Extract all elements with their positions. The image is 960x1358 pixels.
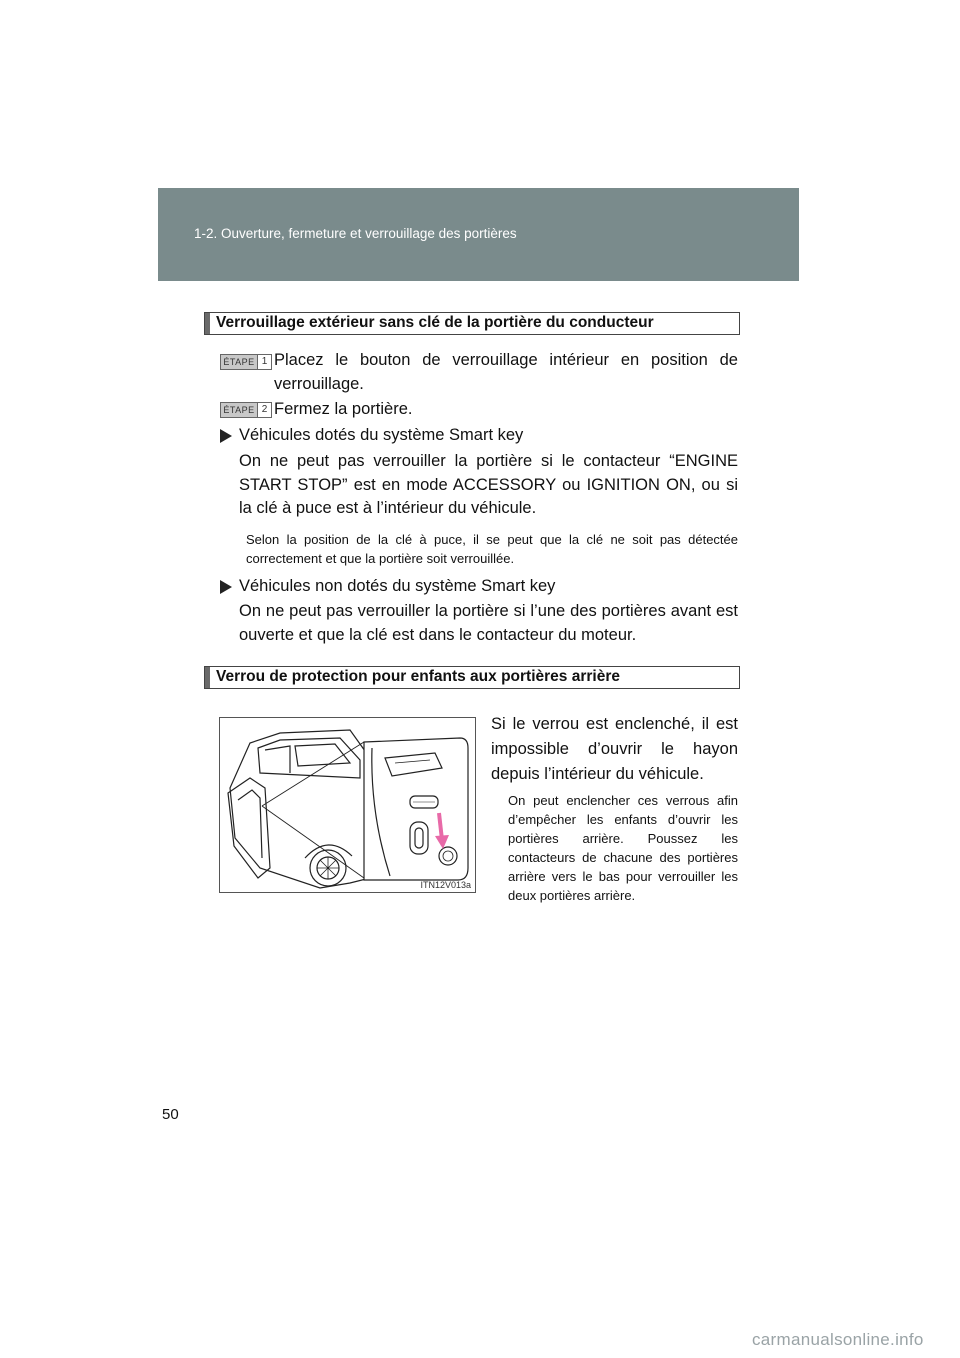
smart-key-body: On ne peut pas verrouiller la portière si le contacteur “ENGINE START STOP” est en mode ACCESSORY ou IGNITION ON, ou si la clé à puce est à l’intérieur du véhicule. bbox=[239, 452, 738, 517]
watermark: carmanualsonline.info bbox=[752, 1330, 924, 1349]
no-smart-key-body: On ne peut pas verrouiller la portière si l’une des portières avant est ouverte et que la clé est dans le contacteur du moteur. bbox=[239, 602, 738, 644]
step-2-badge bbox=[220, 402, 272, 418]
page-number: 50 bbox=[162, 1106, 179, 1123]
step-1-badge bbox=[220, 354, 272, 370]
step-label: ÉTAPE bbox=[223, 357, 255, 367]
child-lock-body: Si le verrou est enclenché, il est impossible d’ouvrir le hayon depuis l’intérieur du véhicule. bbox=[491, 715, 738, 783]
step-number: 2 bbox=[257, 403, 271, 417]
breadcrumb: 1-2. Ouverture, fermeture et verrouillage des portières bbox=[194, 226, 517, 241]
section-heading-child-lock bbox=[204, 666, 740, 689]
smart-key-note: Selon la position de la clé à puce, il se peut que la clé ne soit pas détectée correctement et que la portière soit verrouillée. bbox=[246, 532, 738, 566]
child-lock-illustration bbox=[219, 717, 476, 893]
car-door-lock-drawing bbox=[220, 718, 475, 892]
smart-key-heading: Véhicules dotés du système Smart key bbox=[239, 426, 524, 444]
section-title: Verrouillage extérieur sans clé de la portière du conducteur bbox=[216, 314, 654, 331]
chapter-header bbox=[158, 188, 799, 281]
step-label: ÉTAPE bbox=[223, 405, 255, 415]
step-2-text: Fermez la portière. bbox=[274, 400, 413, 418]
step-number: 1 bbox=[257, 355, 271, 369]
section-title: Verrou de protection pour enfants aux portières arrière bbox=[216, 668, 620, 685]
step-1-text-content: Placez le bouton de verrouillage intérieur en position de verrouillage. bbox=[274, 351, 738, 393]
triangle-bullet-icon bbox=[220, 580, 232, 594]
heading-bar bbox=[205, 667, 210, 688]
step-1-text bbox=[274, 348, 738, 396]
figure-code: ITN12V013a bbox=[420, 880, 471, 890]
section-heading-driver-door bbox=[204, 312, 740, 335]
heading-bar bbox=[205, 313, 210, 334]
triangle-bullet-icon bbox=[220, 429, 232, 443]
child-lock-note: On peut enclencher ces verrous afin d’empêcher les enfants d’ouvrir les portières arrière. Poussez les contacteurs de chacune des portières arrière vers le bas pour verrouiller les deux portières arrière. bbox=[508, 793, 738, 903]
no-smart-key-heading: Véhicules non dotés du système Smart key bbox=[239, 577, 556, 595]
